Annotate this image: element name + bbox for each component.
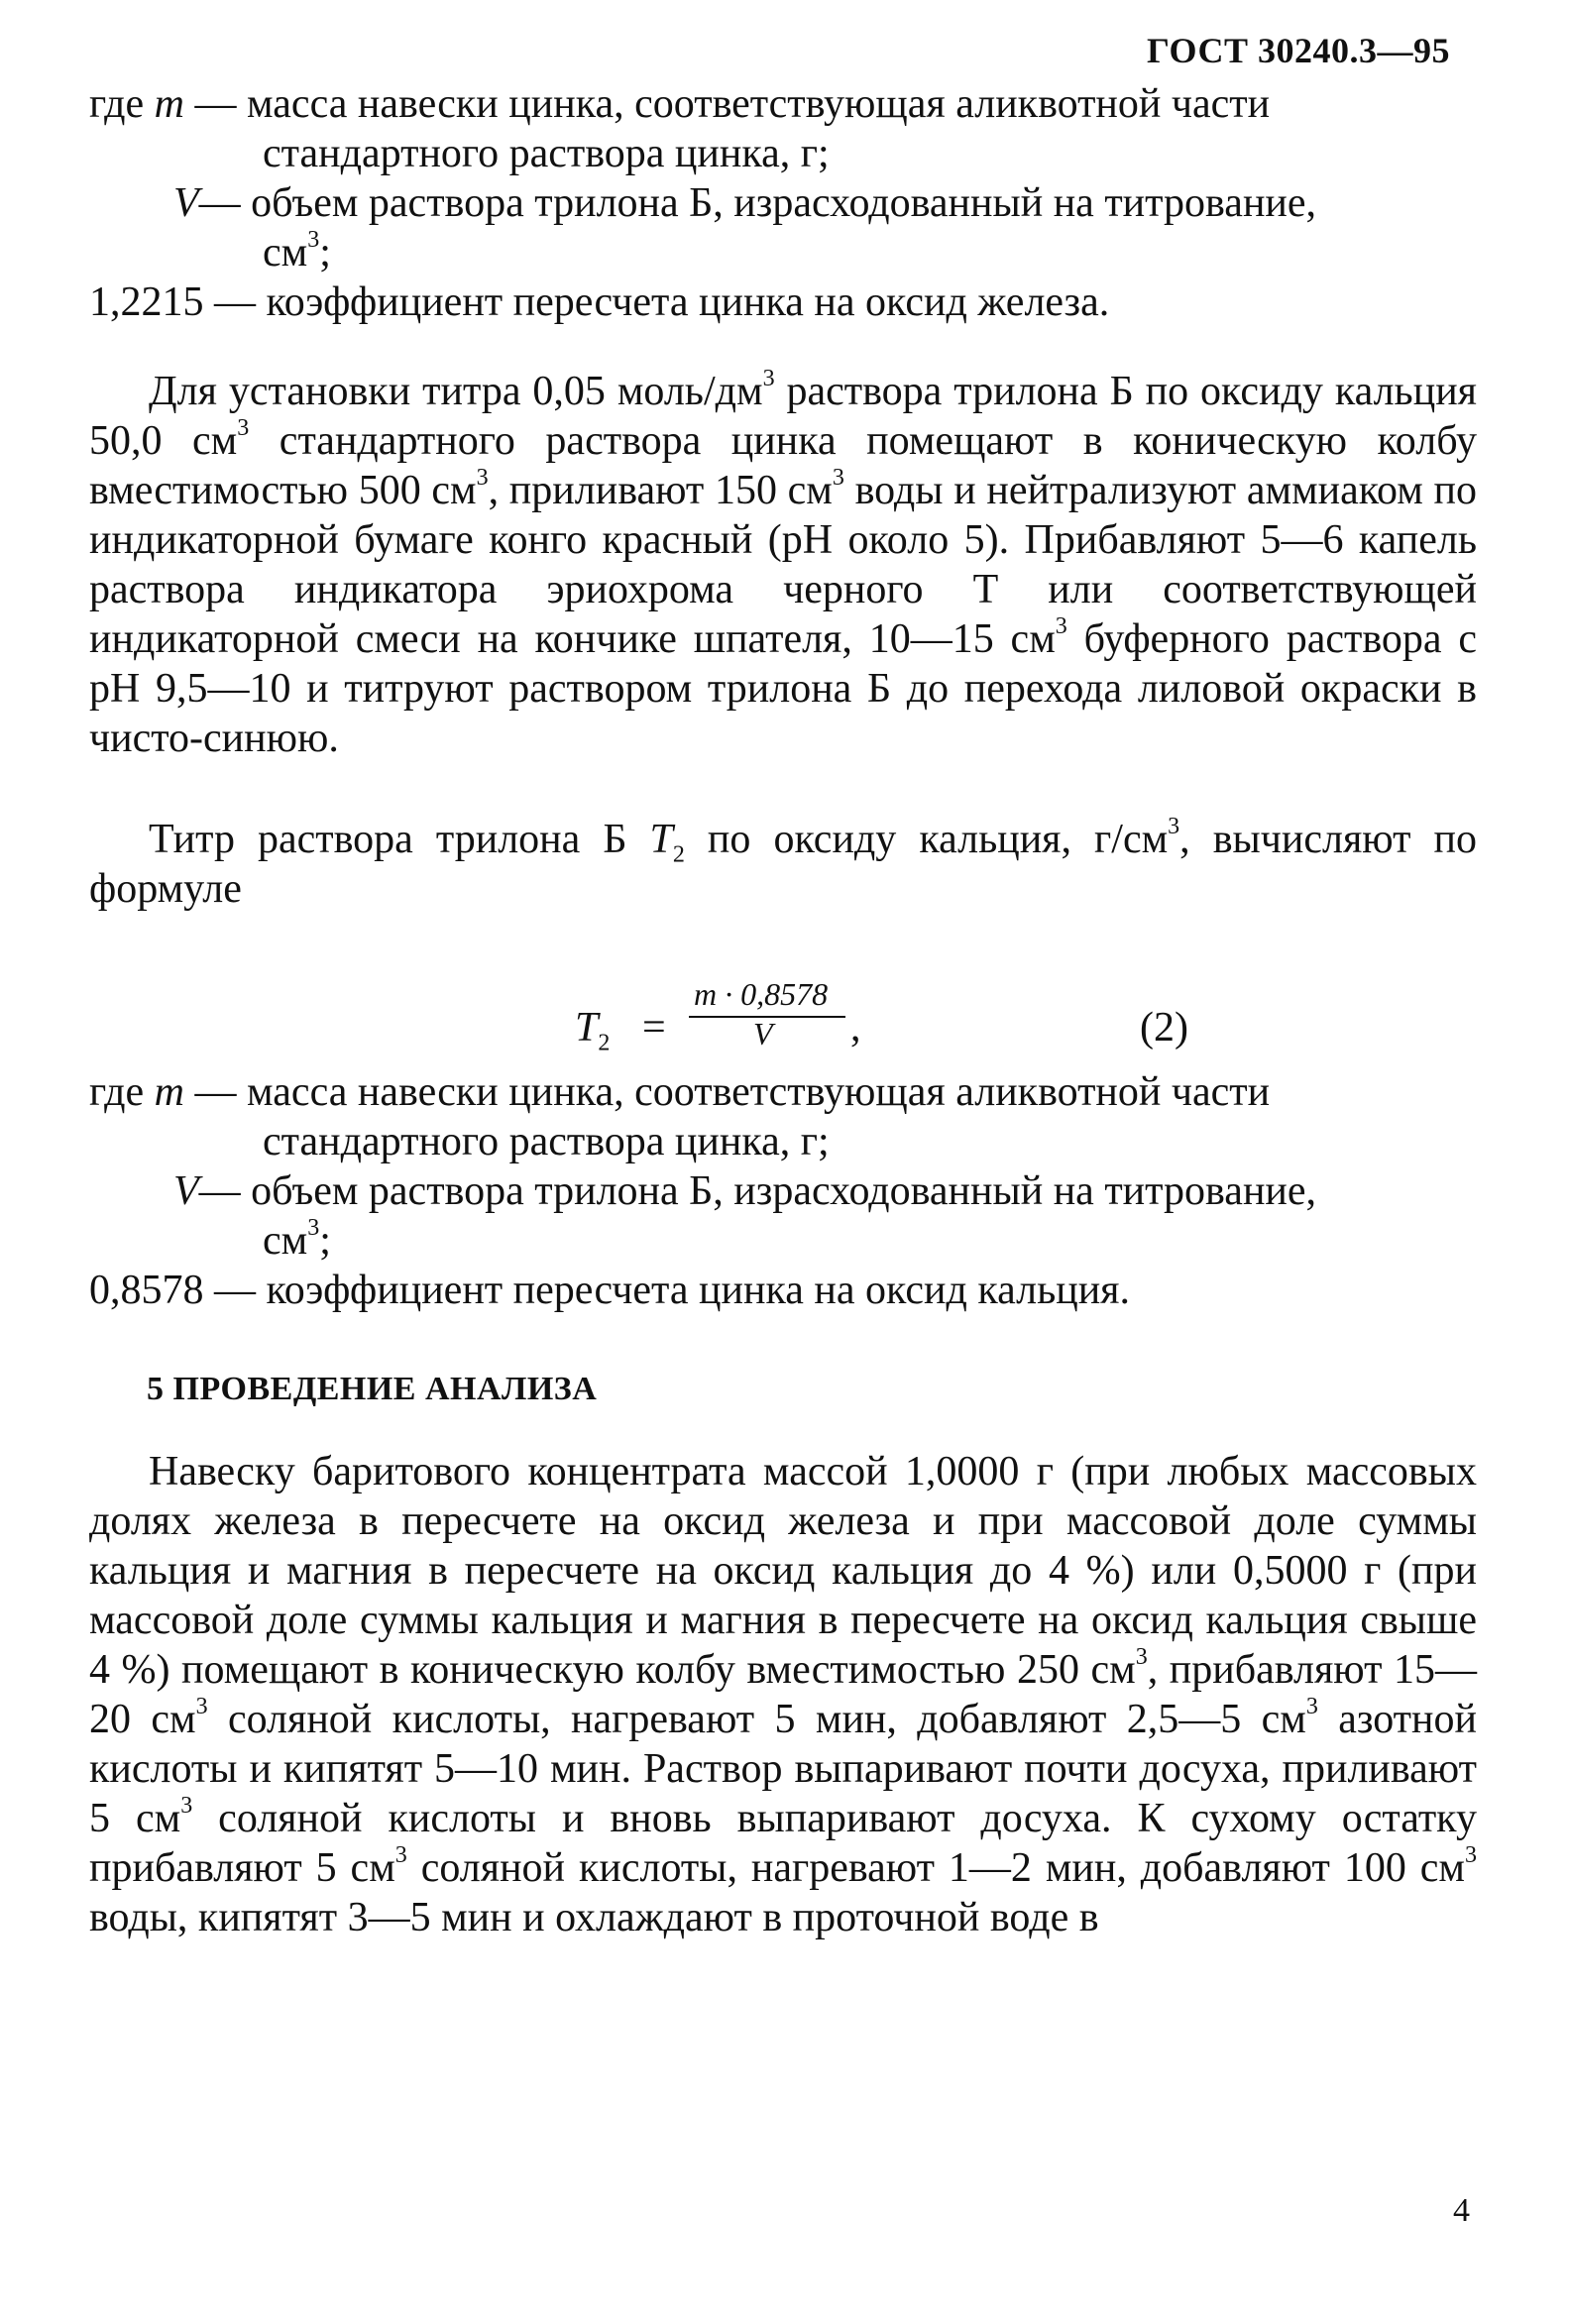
text-run: по оксиду кальция, г/см [684,817,1169,862]
text-run: , приливают 150 см [488,468,833,513]
denominator-text: V [753,1016,773,1051]
where-word: где [89,81,145,127]
page-number: 4 [1453,2192,1470,2229]
superscript: 3 [237,415,250,441]
v-unit-sup: 3 [307,227,320,253]
coefficient-text: — коэффициент пересчета цинка на оксид кальция. [203,1268,1130,1313]
equals-sign: = [642,1005,666,1051]
formula-comma: , [850,1005,861,1051]
m-symbol: m [154,1069,184,1115]
def2-k-line [89,1266,1477,1315]
standard-header: ГОСТ 30240.3—95 [1147,31,1450,70]
text-run: стандартного раствора цинка помещают в коническую колбу вместимостью 500 см [89,418,1477,513]
m-definition: — масса навески цинка, соответствующая аликвотной части [184,81,1271,127]
formula-denominator [753,1016,773,1052]
superscript: 3 [1168,814,1180,839]
formula-lhs [575,1004,611,1056]
paragraph-1 [89,367,1477,763]
def2-v-line2 [89,1216,1477,1266]
superscript: 3 [195,1694,208,1719]
superscript: 3 [1135,1644,1148,1670]
titre-setup-paragraph [89,367,1477,763]
superscript: 3 [1055,613,1067,639]
def1-k-line [89,277,1477,327]
definitions-block-1 [89,79,1477,327]
lhs-subscript: 2 [598,1030,611,1056]
titre-formula-intro [89,815,1477,914]
formula-numerator [694,976,828,1013]
text-run: азотной кислоты и кипятят 5—10 мин. Раствор выпаривают почти досуха, приливают 5 см [89,1697,1477,1841]
m-symbol: m [154,81,184,127]
v-unit: см [263,1218,308,1264]
text-run: Для установки титра 0,05 моль/дм [149,369,763,414]
text-run: соляной кислоты, нагревают 1—2 мин, добавляют 100 см [406,1845,1465,1891]
text-run: буферного раствора с pH 9,5—10 и титруют раствором трилона Б до перехода лиловой окраски в чисто-синюю. [89,616,1477,761]
def1-v-line1 [89,178,1477,228]
text-run: соляной кислоты и вновь выпаривают досуха. К сухому остатку прибавляют 5 см [89,1796,1477,1891]
def1-v-line2 [89,228,1477,277]
v-unit-sup: 3 [307,1215,320,1241]
superscript: 3 [476,465,489,491]
paragraph-3 [89,1447,1477,1942]
superscript: 3 [180,1793,193,1819]
superscript: 3 [832,465,844,491]
where-word: где [89,1069,145,1115]
coefficient-text: — коэффициент пересчета цинка на оксид железа. [203,279,1110,325]
paragraph-2 [89,815,1477,914]
t-symbol: T [649,817,673,862]
lhs-symbol: T [575,1005,599,1051]
superscript: 3 [1305,1694,1318,1719]
text-run: , вычисляют по формуле [89,817,1477,912]
superscript: 3 [1465,1842,1477,1868]
text-run: , прибавляют 15—20 см [89,1647,1477,1742]
text-run: раствора трилона Б по оксиду кальция 50,0 см [89,369,1477,464]
v-definition: — объем раствора трилона Б, израсходованный на титрование, [198,180,1317,226]
def2-m-line2: стандартного раствора цинка, г; [263,1119,830,1164]
def2-v-line1 [89,1166,1477,1216]
t-subscript: 2 [672,841,685,868]
text-run: воды, кипятят 3—5 мин и охлаждают в проточной воде в [89,1895,1099,1940]
v-unit-end: ; [319,1218,331,1264]
text-run: Навеску баритового концентрата массой 1,0000 г (при любых массовых долях железа в пересчете на оксид железа и при массовой доле суммы кальция и магния в пересчете на оксид кальция до 4 %) или 0,5000 г (при массовой доле суммы кальция и магния в пересчете на оксид кальция свыше 4 %) помещают в коническую колбу вместимостью 250 см [89,1449,1477,1693]
superscript: 3 [394,1842,407,1868]
def2-m-line1 [89,1067,1477,1117]
v-symbol: V [173,1168,199,1214]
coefficient-value: 0,8578 [89,1268,204,1313]
formula-number: (2) [1140,1005,1188,1051]
def1-m-line1 [89,79,1477,129]
coefficient-value: 1,2215 [89,279,204,325]
v-unit-end: ; [319,230,331,276]
v-symbol: V [173,180,199,226]
v-unit: см [263,230,308,276]
section-heading: 5 ПРОВЕДЕНИЕ АНАЛИЗА [147,1371,598,1407]
v-definition: — объем раствора трилона Б, израсходованный на титрование, [198,1168,1317,1214]
definitions-block-2 [89,1067,1477,1315]
text-run: Титр раствора трилона Б [149,817,650,862]
analysis-procedure-paragraph [89,1447,1477,1942]
formula-2 [575,976,1269,1065]
def1-m-line2: стандартного раствора цинка, г; [263,131,830,176]
numerator-text: m · 0,8578 [694,976,829,1012]
text-run: воды и нейтрализуют аммиаком по индикаторной бумаге конго красный (pH около 5). Прибавляют 5—6 капель раствора индикатора эриохрома черного Т или соответствующей индикаторной смеси на кончике шпателя, 10—15 см [89,468,1477,662]
m-definition: — масса навески цинка, соответствующая аликвотной части [184,1069,1271,1115]
text-run: соляной кислоты, нагревают 5 мин, добавляют 2,5—5 см [207,1697,1306,1742]
superscript: 3 [762,366,775,391]
